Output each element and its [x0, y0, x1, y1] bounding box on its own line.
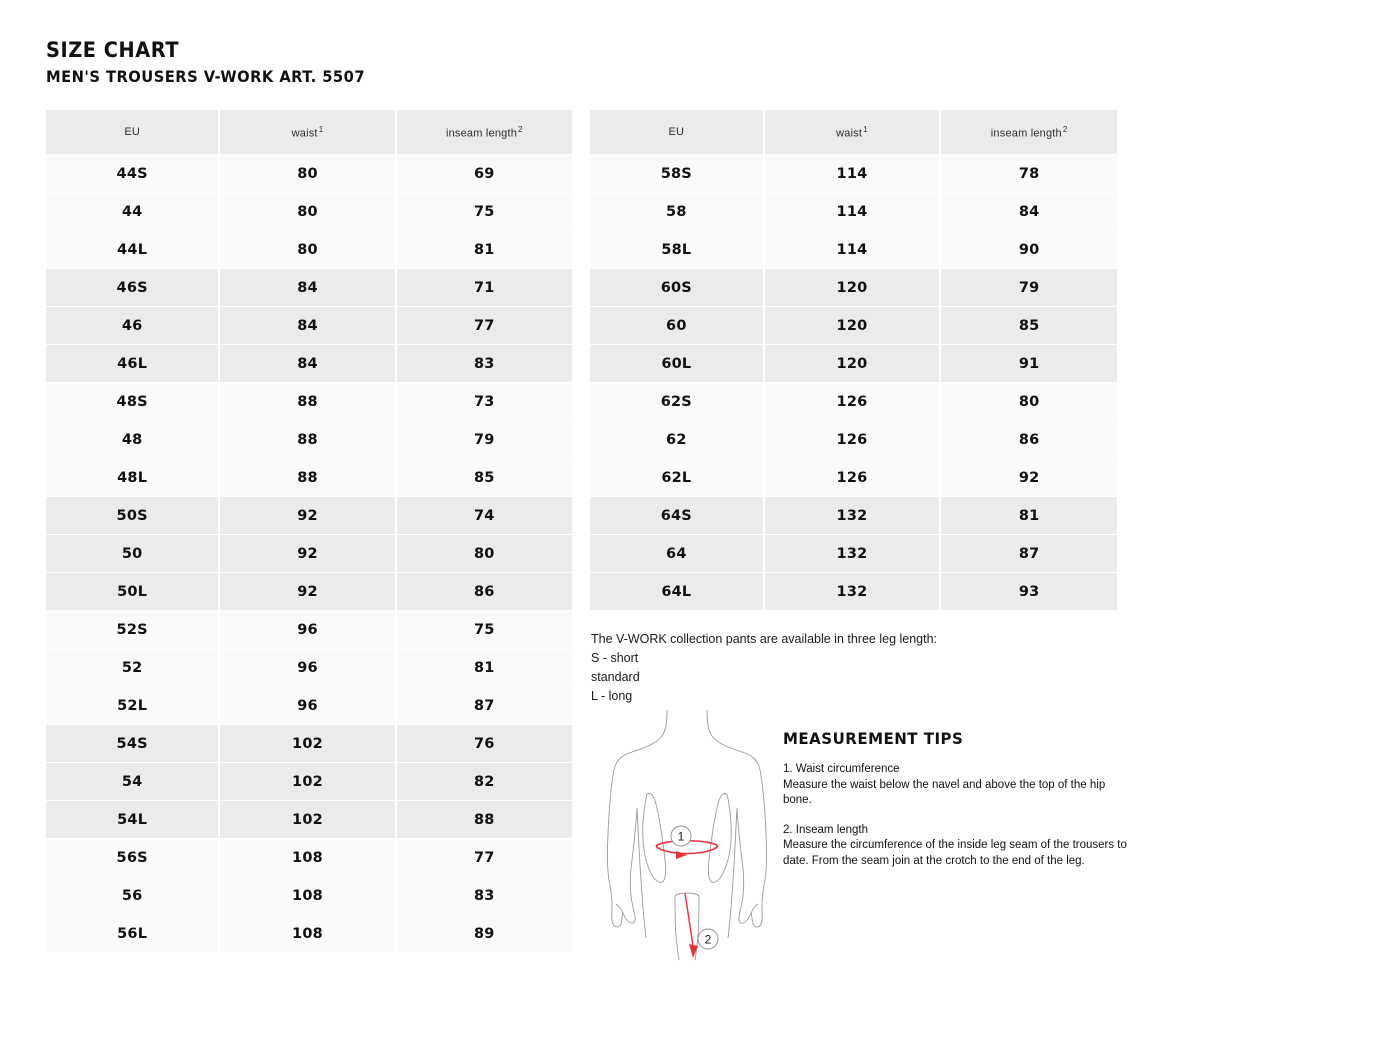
table-row [46, 345, 572, 382]
cell-inseam: 80 [941, 383, 1117, 420]
column-header-waist-label: waist [836, 127, 863, 140]
leg-note-line-4: L - long [591, 689, 633, 703]
cell-eu: 52S [46, 611, 218, 648]
cell-inseam: 89 [397, 915, 572, 952]
cell-waist: 132 [765, 573, 940, 610]
column-header-inseam-label: inseam length [445, 127, 518, 140]
cell-inseam: 81 [397, 649, 572, 686]
cell-inseam: 85 [397, 459, 572, 496]
cell-eu: 54S [46, 725, 218, 762]
table-row [46, 421, 572, 458]
table-row [46, 877, 572, 914]
cell-inseam: 81 [397, 231, 572, 268]
cell-eu: 60 [590, 307, 763, 344]
cell-waist: 114 [765, 231, 940, 268]
cell-eu: 50 [46, 535, 218, 572]
cell-waist: 126 [765, 421, 940, 458]
cell-waist: 84 [220, 345, 394, 382]
table-row [46, 763, 572, 800]
cell-inseam: 86 [397, 573, 572, 610]
cell-waist: 102 [220, 763, 394, 800]
cell-waist: 126 [765, 459, 940, 496]
table-row [590, 269, 1117, 306]
measurement-tips-title: MEASUREMENT TIPS [783, 729, 964, 748]
cell-waist: 84 [220, 307, 394, 344]
cell-eu: 48 [46, 421, 218, 458]
cell-waist: 114 [765, 155, 940, 192]
cell-inseam: 74 [397, 497, 572, 534]
column-header-inseam [941, 110, 1117, 154]
cell-inseam: 73 [397, 383, 572, 420]
table-row [46, 155, 572, 192]
table-row [590, 231, 1117, 268]
table-row [590, 535, 1117, 572]
cell-inseam: 85 [941, 307, 1117, 344]
table-row [46, 611, 572, 648]
table-header-row [590, 110, 1117, 154]
table-body-right [590, 155, 1117, 610]
cell-eu: 44S [46, 155, 218, 192]
cell-eu: 64L [590, 573, 763, 610]
table-header-row [46, 110, 572, 154]
table-row [46, 915, 572, 952]
cell-eu: 44 [46, 193, 218, 230]
cell-waist: 92 [220, 573, 394, 610]
size-table-right [588, 109, 1119, 611]
page-subtitle: MEN'S TROUSERS V-WORK ART. 5507 [46, 67, 366, 87]
cell-inseam: 79 [941, 269, 1117, 306]
cell-eu: 46 [46, 307, 218, 344]
table-row [46, 649, 572, 686]
cell-eu: 60L [590, 345, 763, 382]
cell-eu: 50L [46, 573, 218, 610]
cell-inseam: 84 [941, 193, 1117, 230]
cell-eu: 44L [46, 231, 218, 268]
table-row [590, 155, 1117, 192]
leg-note-line-1: The V-WORK collection pants are available in three leg length: [591, 632, 938, 646]
cell-eu: 62L [590, 459, 763, 496]
cell-eu: 62 [590, 421, 763, 458]
cell-waist: 132 [765, 497, 940, 534]
leg-length-note [591, 630, 937, 706]
column-header-waist [765, 110, 940, 154]
cell-waist: 84 [220, 269, 394, 306]
cell-inseam: 93 [941, 573, 1117, 610]
cell-eu: 56 [46, 877, 218, 914]
table-row [46, 839, 572, 876]
table-row [46, 497, 572, 534]
cell-eu: 54 [46, 763, 218, 800]
table-row [46, 383, 572, 420]
tip-1-body: Measure the waist below the navel and above the top of the hip bone. [783, 778, 1106, 806]
leg-note-line-2: S - short [591, 651, 639, 665]
cell-eu: 56S [46, 839, 218, 876]
table-row [46, 307, 572, 344]
table-row [46, 687, 572, 724]
inseam-footnote-marker: 2 [518, 124, 523, 134]
table-row [46, 193, 572, 230]
table-row [590, 307, 1117, 344]
table-row [46, 725, 572, 762]
table-row [590, 383, 1117, 420]
table-row [590, 421, 1117, 458]
table-row [590, 497, 1117, 534]
measurement-figure [592, 708, 782, 970]
cell-inseam: 91 [941, 345, 1117, 382]
cell-inseam: 82 [397, 763, 572, 800]
cell-inseam: 83 [397, 877, 572, 914]
cell-eu: 54L [46, 801, 218, 838]
cell-inseam: 79 [397, 421, 572, 458]
cell-inseam: 86 [941, 421, 1117, 458]
cell-waist: 132 [765, 535, 940, 572]
cell-waist: 80 [220, 231, 394, 268]
cell-eu: 48L [46, 459, 218, 496]
table-row [590, 573, 1117, 610]
cell-inseam: 83 [397, 345, 572, 382]
figure-marker-2-label: 2 [704, 932, 712, 947]
column-header-eu-label: EU [668, 126, 685, 138]
table-row [46, 801, 572, 838]
tip-2-heading: 2. Inseam length [783, 823, 869, 836]
figure-marker-2 [698, 929, 718, 949]
table-row [46, 535, 572, 572]
column-header-eu [590, 110, 763, 154]
cell-inseam: 77 [397, 839, 572, 876]
column-header-eu [46, 110, 218, 154]
page-title: SIZE CHART [46, 38, 180, 62]
leg-note-line-3: standard [591, 670, 640, 684]
cell-waist: 96 [220, 687, 394, 724]
tip-1-heading: 1. Waist circumference [783, 763, 900, 775]
cell-inseam: 71 [397, 269, 572, 306]
measurement-tips-section [783, 729, 1128, 869]
cell-waist: 88 [220, 459, 394, 496]
size-table-left [44, 109, 574, 953]
figure-marker-1 [671, 826, 691, 846]
cell-inseam: 69 [397, 155, 572, 192]
table-row [46, 573, 572, 610]
column-header-waist-label: waist [291, 127, 318, 140]
figure-marker-1-label: 1 [677, 829, 685, 844]
cell-eu: 58L [590, 231, 763, 268]
table-row [590, 459, 1117, 496]
waist-footnote-marker: 1 [863, 124, 868, 134]
cell-eu: 46S [46, 269, 218, 306]
cell-waist: 126 [765, 383, 940, 420]
cell-eu: 56L [46, 915, 218, 952]
table-body-left [46, 155, 572, 952]
table-row [46, 459, 572, 496]
cell-inseam: 87 [397, 687, 572, 724]
cell-waist: 80 [220, 155, 394, 192]
cell-waist: 120 [765, 269, 940, 306]
table-row [46, 231, 572, 268]
cell-eu: 46L [46, 345, 218, 382]
cell-waist: 120 [765, 345, 940, 382]
cell-waist: 80 [220, 193, 394, 230]
cell-inseam: 76 [397, 725, 572, 762]
cell-eu: 64 [590, 535, 763, 572]
cell-waist: 92 [220, 497, 394, 534]
cell-waist: 92 [220, 535, 394, 572]
cell-eu: 60S [590, 269, 763, 306]
cell-eu: 50S [46, 497, 218, 534]
cell-inseam: 87 [941, 535, 1117, 572]
cell-waist: 108 [220, 839, 394, 876]
table-row [590, 345, 1117, 382]
inseam-footnote-marker: 2 [1062, 124, 1068, 134]
cell-inseam: 81 [941, 497, 1117, 534]
cell-inseam: 92 [941, 459, 1117, 496]
cell-inseam: 80 [397, 535, 572, 572]
cell-inseam: 75 [397, 611, 572, 648]
cell-inseam: 77 [397, 307, 572, 344]
cell-waist: 102 [220, 725, 394, 762]
cell-waist: 120 [765, 307, 940, 344]
cell-waist: 108 [220, 877, 394, 914]
cell-waist: 88 [220, 421, 394, 458]
torso-diagram-icon [592, 708, 782, 970]
column-header-eu-label: EU [124, 126, 140, 138]
cell-inseam: 78 [941, 155, 1117, 192]
cell-waist: 96 [220, 611, 394, 648]
cell-waist: 102 [220, 801, 394, 838]
cell-eu: 48S [46, 383, 218, 420]
cell-eu: 52L [46, 687, 218, 724]
column-header-inseam [397, 110, 572, 154]
tip-2-body: Measure the circumference of the inside leg seam of the trousers to date. From the seam join at the crotch to the end of the leg. [783, 839, 1127, 867]
cell-eu: 58S [590, 155, 763, 192]
table-row [46, 269, 572, 306]
waist-footnote-marker: 1 [318, 124, 324, 134]
cell-inseam: 88 [397, 801, 572, 838]
cell-waist: 96 [220, 649, 394, 686]
cell-eu: 62S [590, 383, 763, 420]
table-row [590, 193, 1117, 230]
cell-waist: 114 [765, 193, 940, 230]
cell-waist: 88 [220, 383, 394, 420]
cell-inseam: 90 [941, 231, 1117, 268]
column-header-inseam-label: inseam length [990, 127, 1062, 140]
cell-inseam: 75 [397, 193, 572, 230]
cell-eu: 64S [590, 497, 763, 534]
cell-eu: 52 [46, 649, 218, 686]
cell-eu: 58 [590, 193, 763, 230]
inseam-measure-arrow [685, 893, 698, 958]
cell-waist: 108 [220, 915, 394, 952]
page-title-block [46, 38, 393, 87]
column-header-waist [220, 110, 394, 154]
